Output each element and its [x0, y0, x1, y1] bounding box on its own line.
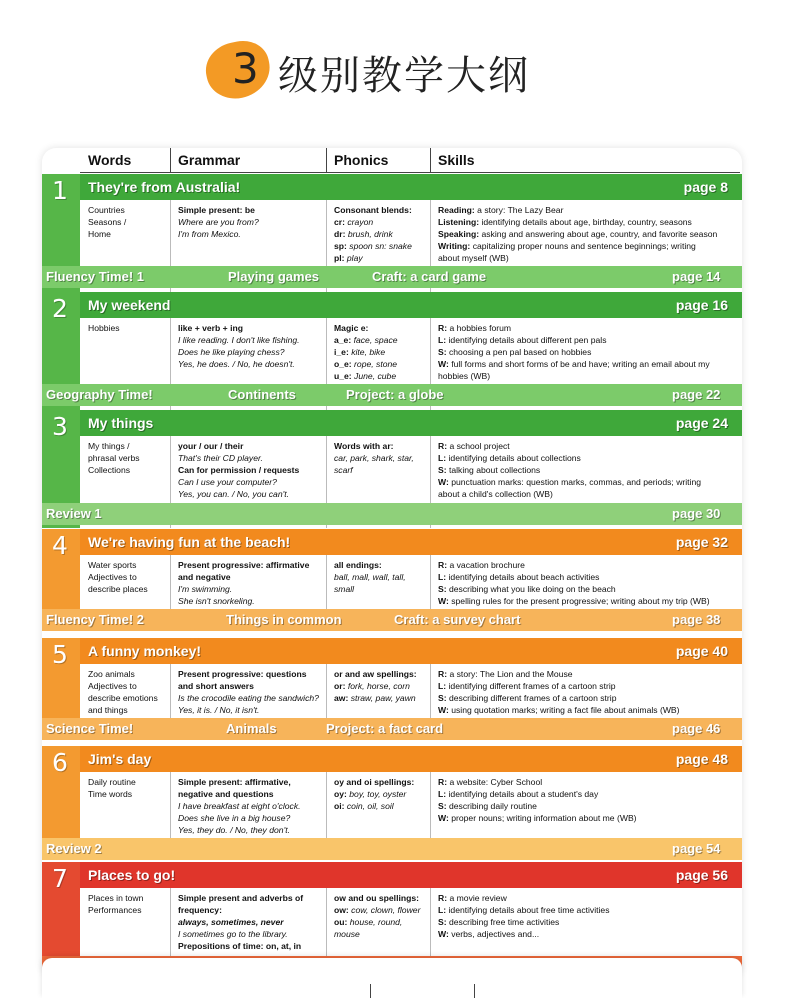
strip-label: Continents: [228, 387, 296, 402]
level-number: 3: [232, 44, 259, 93]
text-line: Adjectives to: [88, 572, 137, 582]
text-line: Performances: [88, 905, 142, 915]
text-line: Simple present: affirmative,: [178, 777, 291, 787]
grammar-cell: [178, 776, 301, 836]
words-cell: [88, 892, 143, 916]
unit-number: 1: [52, 176, 68, 205]
text-line: S: describing daily routine: [438, 801, 537, 811]
strip-label: Animals: [226, 721, 277, 736]
text-line: frequency:: [178, 905, 222, 915]
text-line: i_e: kite, bike: [334, 347, 386, 357]
text-line: or: fork, horse, corn: [334, 681, 410, 691]
text-line: Prepositions of time: on, at, in: [178, 941, 302, 951]
strip-label: Craft: a survey chart: [394, 612, 521, 627]
unit-title-band: [80, 174, 742, 200]
text-line: Collections: [88, 465, 131, 475]
text-line: Yes, it is. / No, it isn't.: [178, 705, 260, 715]
text-line: I have breakfast at eight o'clock.: [178, 801, 301, 811]
text-line: Seasons /: [88, 217, 127, 227]
unit-number: 3: [52, 412, 68, 441]
text-line: u_e: June, cube: [334, 371, 397, 381]
column-header-words: Words: [88, 152, 132, 168]
unit-number: 6: [52, 748, 68, 777]
text-line: pl: play: [334, 253, 363, 263]
text-line: aw: straw, paw, yawn: [334, 693, 416, 703]
words-cell: [88, 776, 136, 800]
text-line: L: identifying details about different pen pals: [438, 335, 607, 345]
skills-cell: [438, 440, 701, 500]
text-line: Present progressive: affirmative: [178, 560, 310, 570]
text-line: L: identifying details about free time activities: [438, 905, 610, 915]
text-line: negative and questions: [178, 789, 274, 799]
text-line: Home: [88, 229, 111, 239]
text-line: Places in town: [88, 893, 144, 903]
text-line: L: identifying details about a student's day: [438, 789, 599, 799]
text-line: Words with ar:: [334, 441, 394, 451]
unit-page: page 16: [675, 297, 728, 313]
text-line: S: describing what you like doing on the beach: [438, 584, 616, 594]
strip-label: page 38: [672, 612, 721, 627]
section-strip: [42, 609, 742, 631]
text-line: and things: [88, 705, 128, 715]
text-line: Magic e:: [334, 323, 369, 333]
text-line: ow: cow, clown, flower: [334, 905, 421, 915]
unit-number: 7: [52, 864, 68, 893]
unit-title-band: [80, 862, 742, 888]
section-strip: [42, 266, 742, 288]
text-line: all endings:: [334, 560, 382, 570]
text-line: o_e: rope, stone: [334, 359, 398, 369]
text-line: Reading: a story: The Lazy Bear: [438, 205, 564, 215]
text-line: Zoo animals: [88, 669, 135, 679]
text-line: Hobbies: [88, 323, 120, 333]
unit-title: We're having fun at the beach!: [88, 534, 291, 550]
words-cell: [88, 322, 120, 334]
words-cell: [88, 204, 126, 240]
column-header-grammar: Grammar: [178, 152, 241, 168]
text-line: I like reading. I don't like fishing.: [178, 335, 300, 345]
text-line: phrasal verbs: [88, 453, 140, 463]
unit-title: My things: [88, 415, 154, 431]
text-line: Water sports: [88, 560, 137, 570]
unit-page: page 48: [675, 751, 728, 767]
unit-title-band: [80, 292, 742, 318]
text-line: R: a website: Cyber School: [438, 777, 543, 787]
unit-title-band: [80, 410, 742, 436]
skills-cell: [438, 668, 680, 716]
words-cell: [88, 668, 158, 716]
unit-title: They're from Australia!: [88, 179, 241, 195]
unit-page: page 24: [675, 415, 728, 431]
strip-label: Playing games: [228, 269, 320, 284]
text-line: S: describing free time activities: [438, 917, 560, 927]
grammar-cell: [178, 322, 300, 370]
text-line: mouse: [334, 929, 360, 939]
unit-number: 4: [52, 531, 68, 560]
text-line: Daily routine: [88, 777, 136, 787]
text-line: Countries: [88, 205, 125, 215]
text-line: ow and ou spellings:: [334, 893, 419, 903]
text-line: Listening: identifying details about age, birthday, country, seasons: [438, 217, 692, 227]
strip-label: Geography Time!: [46, 387, 153, 402]
unit-page: page 40: [675, 643, 728, 659]
words-cell: [88, 559, 148, 595]
text-line: Yes, he does. / No, he doesn't.: [178, 359, 295, 369]
skills-cell: [438, 559, 710, 607]
section-strip: [42, 503, 742, 525]
text-line: oi: coin, oil, soil: [334, 801, 394, 811]
section-strip: [42, 718, 742, 740]
text-line: That's their CD player.: [178, 453, 263, 463]
text-line: Yes, they do. / No, they don't.: [178, 825, 290, 835]
unit-title: Places to go!: [88, 867, 176, 883]
text-line: She isn't snorkeling.: [178, 596, 255, 606]
strip-label: Project: a globe: [346, 387, 444, 402]
strip-label: page 22: [672, 387, 721, 402]
unit-title-band: [80, 746, 742, 772]
text-line: S: describing different frames of a cartoon strip: [438, 693, 617, 703]
phonics-cell: [334, 204, 412, 264]
phonics-cell: [334, 559, 406, 595]
text-line: Yes, you can. / No, you can't.: [178, 489, 290, 499]
unit-page: page 32: [675, 534, 728, 550]
strip-label: page 30: [672, 506, 721, 521]
text-line: Writing: capitalizing proper nouns and sentence beginnings; writing: [438, 241, 696, 251]
text-line: describe emotions: [88, 693, 158, 703]
text-line: My things /: [88, 441, 130, 451]
grammar-cell: [178, 559, 309, 607]
text-line: R: a hobbies forum: [438, 323, 512, 333]
text-line: L: identifying details about collections: [438, 453, 581, 463]
text-line: and negative: [178, 572, 231, 582]
text-line: small: [334, 584, 355, 594]
phonics-cell: [334, 892, 420, 940]
text-line: Adjectives to: [88, 681, 137, 691]
page-header: [0, 0, 790, 130]
unit-page: page 8: [683, 179, 728, 195]
text-line: W: spelling rules for the present progressive; writing about my trip (WB): [438, 596, 710, 606]
phonics-cell: [334, 668, 417, 704]
text-line: sp: spoon sn: snake: [334, 241, 412, 251]
strip-label: Project: a fact card: [326, 721, 444, 736]
strip-label: page 54: [672, 841, 721, 856]
text-line: a_e: face, space: [334, 335, 398, 345]
text-line: I sometimes go to the library.: [178, 929, 288, 939]
strip-label: Craft: a card game: [372, 269, 487, 284]
text-line: I'm from Mexico.: [178, 229, 241, 239]
page-title: 级别教学大纲: [278, 53, 530, 99]
grammar-cell: [178, 440, 299, 500]
words-cell: [88, 440, 140, 476]
text-line: R: a school project: [438, 441, 510, 451]
strip-label: page 46: [672, 721, 721, 736]
text-line: W: proper nouns; writing information about me (WB): [438, 813, 637, 823]
unit-content-row: [80, 555, 742, 613]
text-line: L: identifying different frames of a cartoon strip: [438, 681, 616, 691]
text-line: S: choosing a pen pal based on hobbies: [438, 347, 592, 357]
text-line: car, park, shark, star,: [334, 453, 414, 463]
column-header-row: [42, 148, 742, 172]
unit-number-strip: [42, 529, 80, 613]
text-line: W: punctuation marks: question marks, commas, and periods; writing: [438, 477, 702, 487]
unit-title: Jim's day: [88, 751, 152, 767]
text-line: Time words: [88, 789, 133, 799]
text-line: Simple present and adverbs of: [178, 893, 304, 903]
text-line: always, sometimes, never: [178, 917, 284, 927]
skills-cell: [438, 204, 717, 264]
unit-title: My weekend: [88, 297, 171, 313]
strip-label: page 14: [672, 269, 721, 284]
text-line: Does she live in a big house?: [178, 813, 291, 823]
text-line: ball, mall, wall, tall,: [334, 572, 406, 582]
text-line: S: talking about collections: [438, 465, 541, 475]
text-line: describe places: [88, 584, 148, 594]
skills-cell: [438, 322, 710, 382]
column-header-skills: Skills: [438, 152, 475, 168]
text-line: hobbies (WB): [438, 371, 491, 381]
column-header-phonics: Phonics: [334, 152, 389, 168]
text-line: R: a movie review: [438, 893, 507, 903]
next-card-peek: [42, 958, 742, 998]
text-line: oy and oi spellings:: [334, 777, 415, 787]
text-line: R: a story: The Lion and the Mouse: [438, 669, 573, 679]
text-line: oy: boy, toy, oyster: [334, 789, 407, 799]
grammar-cell: [178, 892, 303, 952]
unit-title-band: [80, 529, 742, 555]
text-line: scarf: [334, 465, 353, 475]
text-line: Does he like playing chess?: [178, 347, 285, 357]
strip-label: Fluency Time! 2: [46, 612, 145, 627]
text-line: W: verbs, adjectives and...: [438, 929, 540, 939]
text-line: W: using quotation marks; writing a fact file about animals (WB): [438, 705, 680, 715]
text-line: ou: house, round,: [334, 917, 403, 927]
text-line: Consonant blends:: [334, 205, 412, 215]
phonics-cell: [334, 440, 414, 476]
section-strip: [42, 838, 742, 860]
text-line: Simple present: be: [178, 205, 255, 215]
text-line: Present progressive: questions: [178, 669, 307, 679]
text-line: W: full forms and short forms of be and have; writing an email about my: [438, 359, 710, 369]
text-line: like + verb + ing: [178, 323, 243, 333]
text-line: Is the crocodile eating the sandwich?: [178, 693, 319, 703]
strip-label: Review 2: [46, 841, 102, 856]
text-line: dr: brush, drink: [334, 229, 393, 239]
text-line: about a child's collection (WB): [438, 489, 553, 499]
skills-cell: [438, 776, 637, 824]
text-line: Can I use your computer?: [178, 477, 277, 487]
text-line: R: a vacation brochure: [438, 560, 525, 570]
grammar-cell: [178, 204, 259, 240]
text-line: cr: crayon: [334, 217, 374, 227]
syllabus-card: [42, 148, 742, 978]
unit-number: 5: [52, 640, 68, 669]
skills-cell: [438, 892, 610, 940]
strip-label: Fluency Time! 1: [46, 269, 145, 284]
text-line: Can for permission / requests: [178, 465, 300, 475]
strip-label: Science Time!: [46, 721, 134, 736]
grammar-cell: [178, 668, 319, 716]
phonics-cell: [334, 322, 398, 382]
unit-title: A funny monkey!: [88, 643, 202, 659]
unit-page: page 56: [675, 867, 728, 883]
text-line: or and aw spellings:: [334, 669, 417, 679]
text-line: about myself (WB): [438, 253, 509, 263]
phonics-cell: [334, 776, 414, 812]
text-line: Where are you from?: [178, 217, 259, 227]
strip-label: Review 1: [46, 506, 102, 521]
text-line: L: identifying details about beach activities: [438, 572, 600, 582]
text-line: I'm swimming.: [178, 584, 233, 594]
text-line: Speaking: asking and answering about age, country, and favorite season: [438, 229, 718, 239]
strip-label: Things in common: [226, 612, 342, 627]
unit-number: 2: [52, 294, 68, 323]
section-strip: [42, 384, 742, 406]
text-line: your / our / their: [178, 441, 244, 451]
text-line: and short answers: [178, 681, 254, 691]
unit-title-band: [80, 638, 742, 664]
